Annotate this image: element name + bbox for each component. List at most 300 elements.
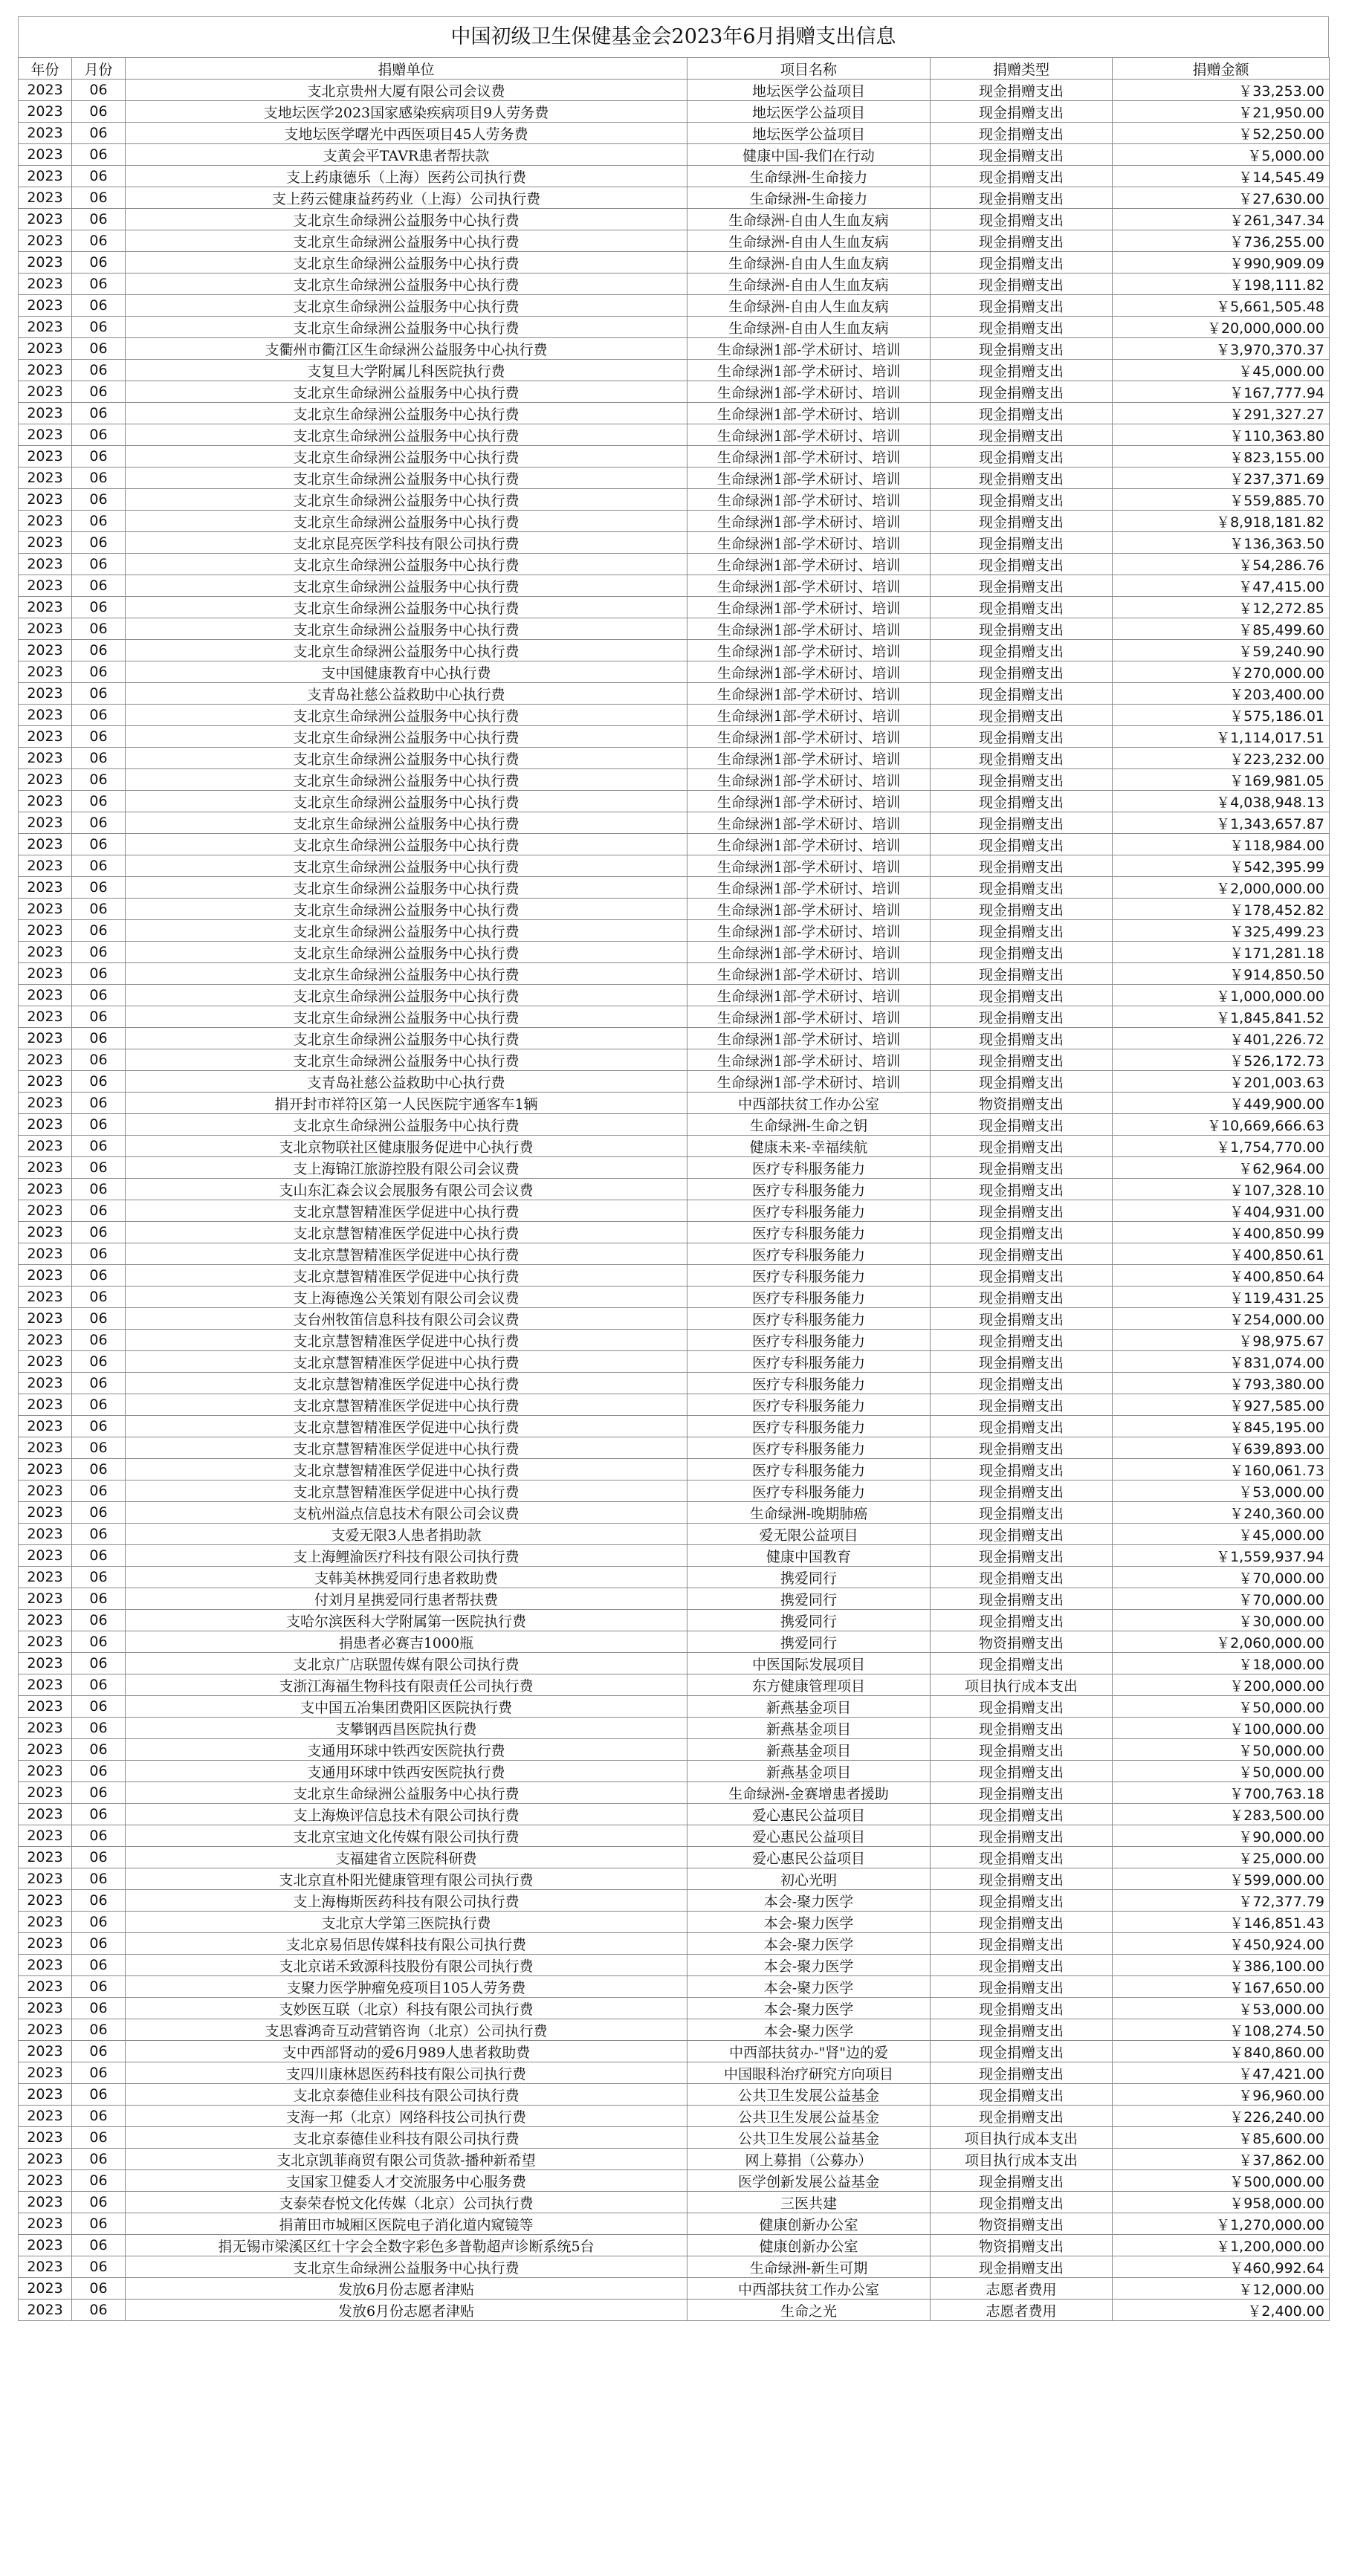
cell-donation-type: 现金捐赠支出 [931,295,1113,317]
cell-donation-type: 现金捐赠支出 [931,1308,1113,1330]
cell-month: 06 [72,123,126,144]
cell-year: 2023 [19,1114,72,1136]
cell-project-name: 健康未来-幸福续航 [687,1136,931,1157]
cell-project-name: 医疗专科服务能力 [687,1157,931,1179]
table-row[interactable] [19,2084,1330,2106]
table-row[interactable] [19,467,1330,489]
cell-month: 06 [72,1868,126,1890]
table-row[interactable] [19,1761,1330,1782]
cell-month: 06 [72,1610,126,1631]
cell-year: 2023 [19,726,72,748]
cell-donor-unit: 捐无锡市梁溪区红十字会全数字彩色多普勒超声诊断系统5台 [126,2235,687,2256]
cell-year: 2023 [19,403,72,424]
cell-donation-type: 现金捐赠支出 [931,209,1113,230]
cell-month: 06 [72,2278,126,2300]
table-row[interactable] [19,705,1330,726]
table-row[interactable] [19,252,1330,274]
cell-donation-type: 现金捐赠支出 [931,1265,1113,1287]
cell-donation-amount: ￥98,975.67 [1113,1330,1330,1351]
cell-month: 06 [72,360,126,381]
cell-year: 2023 [19,2235,72,2256]
table-row[interactable] [19,123,1330,144]
cell-donor-unit: 支北京生命绿洲公益服务中心执行费 [126,618,687,640]
cell-donation-amount: ￥12,000.00 [1113,2278,1330,2300]
table-row[interactable] [19,769,1330,791]
cell-month: 06 [72,1330,126,1351]
table-row[interactable] [19,1674,1330,1696]
cell-project-name: 地坛医学公益项目 [687,123,931,144]
cell-donation-amount: ￥575,186.01 [1113,705,1330,726]
table-row[interactable] [19,2300,1330,2321]
cell-year: 2023 [19,511,72,532]
cell-donor-unit: 支北京凯菲商贸有限公司货款-播种新希望 [126,2149,687,2170]
cell-donor-unit: 支北京生命绿洲公益服务中心执行费 [126,920,687,942]
table-row[interactable] [19,1631,1330,1653]
cell-project-name: 医疗专科服务能力 [687,1200,931,1222]
cell-year: 2023 [19,963,72,985]
cell-month: 06 [72,1480,126,1502]
cell-donor-unit: 支北京慧智精准医学促进中心执行费 [126,1265,687,1287]
cell-project-name: 携爱同行 [687,1631,931,1653]
table-row[interactable] [19,360,1330,381]
table-row[interactable] [19,834,1330,855]
cell-month: 06 [72,80,126,101]
sheet-title: 中国初级卫生保健基金会2023年6月捐赠支出信息 [18,16,1329,57]
table-row[interactable] [19,1804,1330,1825]
cell-year: 2023 [19,1567,72,1588]
cell-year: 2023 [19,360,72,381]
cell-donation-amount: ￥2,400.00 [1113,2300,1330,2321]
cell-year: 2023 [19,1998,72,2019]
cell-donor-unit: 支北京生命绿洲公益服务中心执行费 [126,467,687,489]
table-row[interactable] [19,2127,1330,2149]
table-row[interactable] [19,1114,1330,1136]
cell-project-name: 携爱同行 [687,1588,931,1610]
table-row[interactable] [19,446,1330,467]
cell-month: 06 [72,1890,126,1912]
table-row[interactable] [19,1739,1330,1761]
cell-donor-unit: 支青岛社慈公益救助中心执行费 [126,1071,687,1093]
table-row[interactable] [19,2235,1330,2256]
cell-donation-type: 现金捐赠支出 [931,920,1113,942]
table-row[interactable] [19,424,1330,446]
cell-donation-amount: ￥237,371.69 [1113,467,1330,489]
table-row[interactable] [19,1265,1330,1287]
table-row[interactable] [19,338,1330,360]
cell-donor-unit: 支北京生命绿洲公益服务中心执行费 [126,640,687,661]
table-row[interactable] [19,1136,1330,1157]
cell-donor-unit: 支北京生命绿洲公益服务中心执行费 [126,985,687,1006]
table-row[interactable] [19,2149,1330,2170]
cell-month: 06 [72,1351,126,1373]
table-row[interactable] [19,101,1330,123]
table-row[interactable] [19,1502,1330,1524]
table-row[interactable] [19,2278,1330,2300]
table-row[interactable] [19,1524,1330,1545]
cell-project-name: 生命绿洲-金赛增患者援助 [687,1782,931,1804]
table-row[interactable] [19,1071,1330,1093]
table-row[interactable] [19,1868,1330,1890]
cell-month: 06 [72,1524,126,1545]
cell-month: 06 [72,2256,126,2278]
cell-donor-unit: 支上海德逸公关策划有限公司会议费 [126,1287,687,1308]
table-row[interactable] [19,1653,1330,1674]
table-row[interactable] [19,2062,1330,2084]
cell-donation-amount: ￥118,984.00 [1113,834,1330,855]
cell-donation-type: 现金捐赠支出 [931,1610,1113,1631]
table-row[interactable] [19,1437,1330,1459]
table-row[interactable] [19,1222,1330,1243]
cell-donation-amount: ￥90,000.00 [1113,1825,1330,1847]
cell-donor-unit: 支北京生命绿洲公益服务中心执行费 [126,1006,687,1028]
cell-month: 06 [72,899,126,920]
cell-month: 06 [72,1502,126,1524]
cell-donor-unit: 支韩美林携爱同行患者救助费 [126,1567,687,1588]
table-row[interactable] [19,532,1330,554]
table-row[interactable] [19,2256,1330,2278]
cell-month: 06 [72,2106,126,2127]
cell-month: 06 [72,2149,126,2170]
cell-month: 06 [72,855,126,877]
cell-donation-amount: ￥1,114,017.51 [1113,726,1330,748]
table-row[interactable] [19,187,1330,209]
cell-year: 2023 [19,1351,72,1373]
cell-project-name: 新燕基金项目 [687,1718,931,1739]
table-row[interactable] [19,403,1330,424]
cell-year: 2023 [19,1782,72,1804]
cell-donor-unit: 支北京直朴阳光健康管理有限公司执行费 [126,1868,687,1890]
table-row[interactable] [19,1890,1330,1912]
cell-project-name: 医疗专科服务能力 [687,1330,931,1351]
cell-month: 06 [72,166,126,187]
cell-donation-amount: ￥10,669,666.63 [1113,1114,1330,1136]
cell-month: 06 [72,295,126,317]
cell-donor-unit: 支北京生命绿洲公益服务中心执行费 [126,554,687,575]
table-row[interactable] [19,942,1330,963]
cell-donation-amount: ￥793,380.00 [1113,1373,1330,1394]
cell-donation-type: 现金捐赠支出 [931,1782,1113,1804]
cell-donation-amount: ￥500,000.00 [1113,2170,1330,2192]
cell-month: 06 [72,209,126,230]
cell-donor-unit: 支思睿鸿奇互动营销咨询（北京）公司执行费 [126,2019,687,2041]
cell-project-name: 医疗专科服务能力 [687,1287,931,1308]
table-row[interactable] [19,1782,1330,1804]
table-row[interactable] [19,1308,1330,1330]
table-row[interactable] [19,726,1330,748]
table-row[interactable] [19,791,1330,812]
table-row[interactable] [19,985,1330,1006]
cell-year: 2023 [19,1157,72,1179]
table-row[interactable] [19,1912,1330,1933]
table-row[interactable] [19,1933,1330,1955]
cell-month: 06 [72,1416,126,1437]
table-row[interactable] [19,1610,1330,1631]
table-row[interactable] [19,1287,1330,1308]
cell-year: 2023 [19,1028,72,1049]
cell-donor-unit: 支北京生命绿洲公益服务中心执行费 [126,511,687,532]
cell-donation-amount: ￥100,000.00 [1113,1718,1330,1739]
cell-year: 2023 [19,899,72,920]
table-row[interactable] [19,1976,1330,1998]
cell-donation-amount: ￥1,754,770.00 [1113,1136,1330,1157]
table-row[interactable] [19,1028,1330,1049]
cell-month: 06 [72,812,126,834]
cell-project-name: 生命绿洲1部-学术研讨、培训 [687,532,931,554]
table-row[interactable] [19,274,1330,295]
cell-donor-unit: 支北京慧智精准医学促进中心执行费 [126,1222,687,1243]
cell-project-name: 生命绿洲1部-学术研讨、培训 [687,381,931,403]
table-row[interactable] [19,1049,1330,1071]
table-row[interactable] [19,855,1330,877]
cell-month: 06 [72,338,126,360]
table-row[interactable] [19,1998,1330,2019]
cell-month: 06 [72,618,126,640]
table-row[interactable] [19,1480,1330,1502]
cell-month: 06 [72,597,126,618]
cell-year: 2023 [19,489,72,511]
cell-year: 2023 [19,2256,72,2278]
cell-month: 06 [72,381,126,403]
header-year[interactable]: 年份 [19,58,72,80]
cell-month: 06 [72,1933,126,1955]
table-row[interactable] [19,2170,1330,2192]
table-row[interactable] [19,661,1330,683]
cell-donation-amount: ￥37,862.00 [1113,2149,1330,2170]
cell-month: 06 [72,230,126,252]
table-row[interactable] [19,877,1330,899]
cell-donor-unit: 支北京慧智精准医学促进中心执行费 [126,1243,687,1265]
table-row[interactable] [19,1373,1330,1394]
cell-year: 2023 [19,80,72,101]
table-row[interactable] [19,899,1330,920]
table-row[interactable] [19,1847,1330,1868]
table-row[interactable] [19,2041,1330,2062]
cell-project-name: 本会-聚力医学 [687,1998,931,2019]
cell-donation-type: 现金捐赠支出 [931,360,1113,381]
cell-year: 2023 [19,877,72,899]
cell-month: 06 [72,942,126,963]
cell-donation-type: 现金捐赠支出 [931,1890,1113,1912]
table-row[interactable] [19,1825,1330,1847]
cell-donation-amount: ￥160,061.73 [1113,1459,1330,1480]
cell-donation-amount: ￥21,950.00 [1113,101,1330,123]
cell-donation-type: 现金捐赠支出 [931,1330,1113,1351]
cell-project-name: 生命绿洲1部-学术研讨、培训 [687,360,931,381]
cell-donation-amount: ￥146,851.43 [1113,1912,1330,1933]
table-row[interactable] [19,575,1330,597]
cell-donation-amount: ￥70,000.00 [1113,1567,1330,1588]
cell-year: 2023 [19,1049,72,1071]
cell-donor-unit: 支通用环球中铁西安医院执行费 [126,1761,687,1782]
cell-year: 2023 [19,1545,72,1567]
table-row[interactable] [19,511,1330,532]
cell-year: 2023 [19,769,72,791]
cell-month: 06 [72,1093,126,1114]
table-row[interactable] [19,963,1330,985]
cell-project-name: 生命绿洲1部-学术研讨、培训 [687,446,931,467]
table-row[interactable] [19,683,1330,705]
table-row[interactable] [19,618,1330,640]
cell-year: 2023 [19,209,72,230]
cell-month: 06 [72,791,126,812]
cell-donation-type: 现金捐赠支出 [931,187,1113,209]
table-row[interactable] [19,209,1330,230]
table-row[interactable] [19,230,1330,252]
cell-project-name: 中医国际发展项目 [687,1653,931,1674]
table-row[interactable] [19,1006,1330,1028]
cell-month: 06 [72,726,126,748]
cell-donation-amount: ￥27,630.00 [1113,187,1330,209]
table-row[interactable] [19,597,1330,618]
cell-donation-amount: ￥700,763.18 [1113,1782,1330,1804]
cell-year: 2023 [19,187,72,209]
cell-donation-amount: ￥400,850.61 [1113,1243,1330,1265]
cell-donation-amount: ￥107,328.10 [1113,1179,1330,1200]
cell-year: 2023 [19,1222,72,1243]
cell-donation-type: 现金捐赠支出 [931,1351,1113,1373]
table-row[interactable] [19,1394,1330,1416]
cell-donor-unit: 支通用环球中铁西安医院执行费 [126,1739,687,1761]
cell-donation-amount: ￥404,931.00 [1113,1200,1330,1222]
cell-donor-unit: 支北京慧智精准医学促进中心执行费 [126,1480,687,1502]
cell-project-name: 生命绿洲-生命之钥 [687,1114,931,1136]
cell-month: 06 [72,403,126,424]
cell-project-name: 爱心惠民公益项目 [687,1847,931,1868]
table-row[interactable] [19,2192,1330,2213]
cell-donor-unit: 支哈尔滨医科大学附属第一医院执行费 [126,1610,687,1631]
cell-year: 2023 [19,252,72,274]
table-row[interactable] [19,144,1330,166]
header-donation-type[interactable]: 捐赠类型 [931,58,1113,80]
cell-project-name: 医疗专科服务能力 [687,1351,931,1373]
cell-project-name: 生命绿洲-生命接力 [687,166,931,187]
cell-month: 06 [72,705,126,726]
cell-donor-unit: 支北京慧智精准医学促进中心执行费 [126,1394,687,1416]
cell-donor-unit: 支北京物联社区健康服务促进中心执行费 [126,1136,687,1157]
cell-project-name: 生命绿洲1部-学术研讨、培训 [687,1071,931,1093]
cell-donation-type: 项目执行成本支出 [931,1674,1113,1696]
cell-project-name: 网上募捐（公募办） [687,2149,931,2170]
table-row[interactable] [19,1696,1330,1718]
table-row[interactable] [19,1416,1330,1437]
cell-month: 06 [72,834,126,855]
cell-donation-amount: ￥70,000.00 [1113,1588,1330,1610]
table-row[interactable] [19,1351,1330,1373]
cell-donation-amount: ￥59,240.90 [1113,640,1330,661]
cell-month: 06 [72,2170,126,2192]
cell-month: 06 [72,2127,126,2149]
cell-month: 06 [72,1071,126,1093]
cell-year: 2023 [19,2278,72,2300]
table-row[interactable] [19,2213,1330,2235]
table-row[interactable] [19,2019,1330,2041]
cell-project-name: 生命绿洲-自由人生血友病 [687,209,931,230]
table-row[interactable] [19,1718,1330,1739]
table-row[interactable] [19,1588,1330,1610]
cell-donation-amount: ￥400,850.64 [1113,1265,1330,1287]
table-row[interactable] [19,381,1330,403]
table-row[interactable] [19,748,1330,769]
table-row[interactable] [19,640,1330,661]
cell-donation-type: 现金捐赠支出 [931,123,1113,144]
cell-month: 06 [72,1200,126,1222]
table-row[interactable] [19,295,1330,317]
cell-donation-type: 现金捐赠支出 [931,661,1113,683]
cell-project-name: 生命绿洲-晚期肺癌 [687,1502,931,1524]
cell-donation-type: 现金捐赠支出 [931,1071,1113,1093]
cell-year: 2023 [19,1502,72,1524]
table-row[interactable] [19,1459,1330,1480]
table-row[interactable] [19,1157,1330,1179]
table-row[interactable] [19,554,1330,575]
cell-project-name: 生命绿洲1部-学术研讨、培训 [687,661,931,683]
table-row[interactable] [19,1545,1330,1567]
cell-donation-type: 现金捐赠支出 [931,467,1113,489]
cell-year: 2023 [19,144,72,166]
cell-project-name: 携爱同行 [687,1610,931,1631]
cell-year: 2023 [19,123,72,144]
cell-donation-amount: ￥110,363.80 [1113,424,1330,446]
cell-project-name: 中西部扶贫办-"肾"边的爱 [687,2041,931,2062]
cell-donor-unit: 支北京生命绿洲公益服务中心执行费 [126,855,687,877]
cell-donation-type: 现金捐赠支出 [931,2041,1113,2062]
cell-month: 06 [72,1437,126,1459]
cell-donation-type: 现金捐赠支出 [931,1804,1113,1825]
table-row[interactable] [19,1179,1330,1200]
cell-month: 06 [72,187,126,209]
table-row[interactable] [19,1200,1330,1222]
table-row[interactable] [19,1093,1330,1114]
cell-donor-unit: 支北京生命绿洲公益服务中心执行费 [126,1782,687,1804]
cell-month: 06 [72,1222,126,1243]
cell-donor-unit: 支北京广店联盟传媒有限公司执行费 [126,1653,687,1674]
table-row[interactable] [19,317,1330,338]
cell-donation-amount: ￥85,600.00 [1113,2127,1330,2149]
cell-donor-unit: 支中国五冶集团费阳区医院执行费 [126,1696,687,1718]
header-donation-amount[interactable]: 捐赠金额 [1113,58,1330,80]
cell-month: 06 [72,317,126,338]
cell-donation-amount: ￥3,970,370.37 [1113,338,1330,360]
table-row[interactable] [19,812,1330,834]
cell-donation-amount: ￥958,000.00 [1113,2192,1330,2213]
table-row[interactable] [19,920,1330,942]
cell-project-name: 生命绿洲1部-学术研讨、培训 [687,683,931,705]
cell-month: 06 [72,1653,126,1674]
table-row[interactable] [19,1243,1330,1265]
table-row[interactable] [19,1330,1330,1351]
cell-project-name: 新燕基金项目 [687,1739,931,1761]
cell-donation-amount: ￥240,360.00 [1113,1502,1330,1524]
cell-donation-amount: ￥53,000.00 [1113,1480,1330,1502]
table-row[interactable] [19,166,1330,187]
header-month[interactable]: 月份 [72,58,126,80]
cell-donor-unit: 支福建省立医院科研费 [126,1847,687,1868]
cell-donation-type: 现金捐赠支出 [931,1222,1113,1243]
table-row[interactable] [19,489,1330,511]
table-row[interactable] [19,1955,1330,1976]
cell-month: 06 [72,1308,126,1330]
cell-month: 06 [72,920,126,942]
cell-donation-type: 现金捐赠支出 [931,726,1113,748]
cell-donation-type: 现金捐赠支出 [931,1006,1113,1028]
cell-donation-amount: ￥18,000.00 [1113,1653,1330,1674]
header-project-name[interactable]: 项目名称 [687,58,931,80]
table-row[interactable] [19,1567,1330,1588]
table-row[interactable] [19,80,1330,101]
header-donor-unit[interactable]: 捐赠单位 [126,58,687,80]
cell-project-name: 生命绿洲1部-学术研讨、培训 [687,467,931,489]
table-row[interactable] [19,2106,1330,2127]
